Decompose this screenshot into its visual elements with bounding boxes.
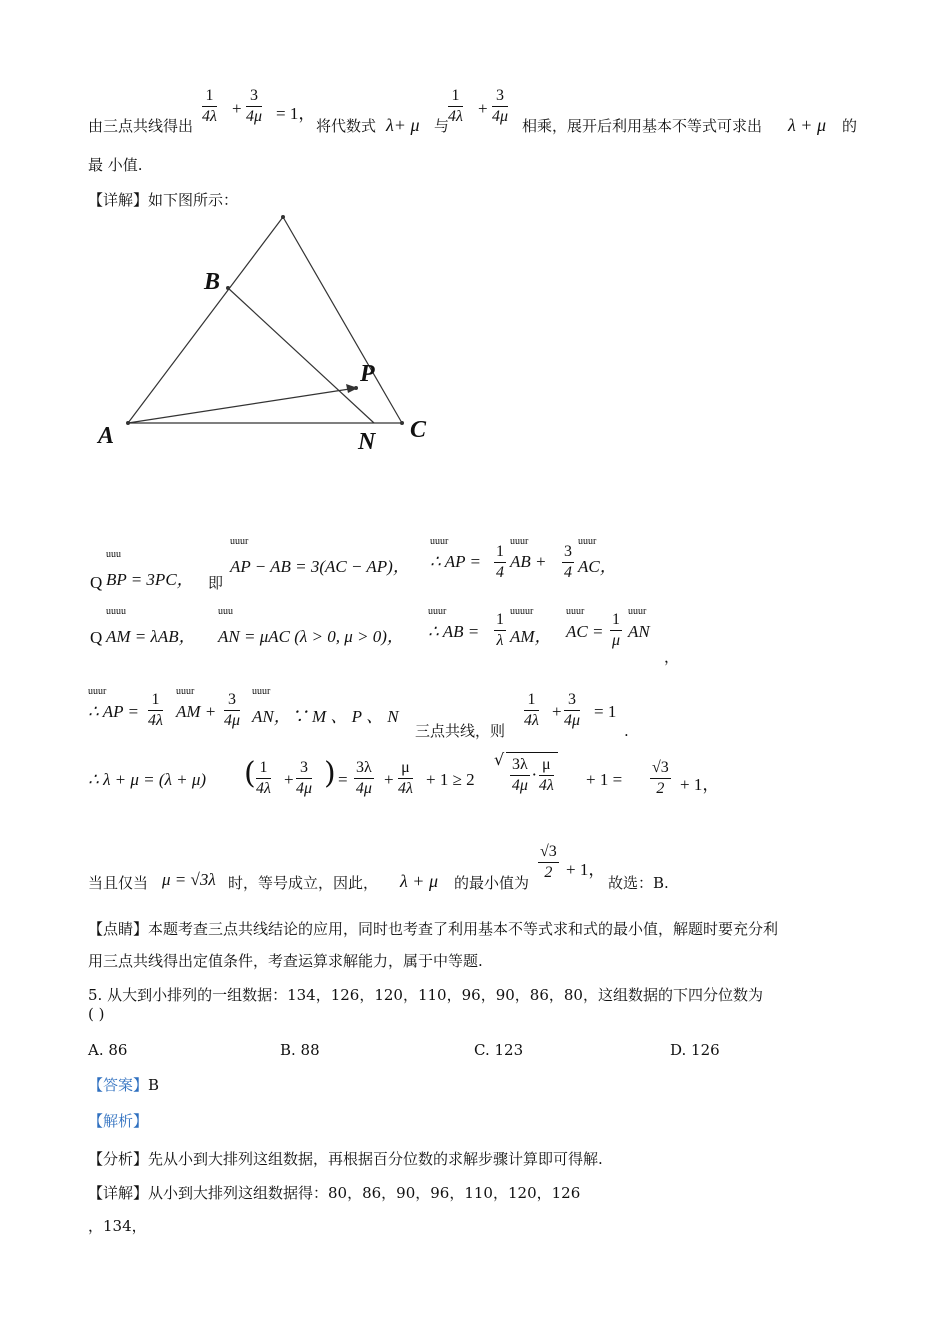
edge-top-c	[283, 217, 402, 423]
intro-line2: 最 小值.	[88, 156, 143, 174]
step1-ap: uuur ∴ AP =	[430, 552, 481, 572]
fraction-sqrt3-2-b: $\frac{√3}{2}$	[540, 843, 557, 881]
label-c: C	[410, 417, 427, 443]
q5-option-a: A. 86	[88, 1041, 128, 1059]
detail-heading: 【详解】如下图所示：	[88, 191, 239, 209]
step4-plus1: + 1 =	[586, 770, 623, 789]
intro-tail: 的	[842, 117, 858, 135]
step4-lhs: ∴ λ + μ = (λ + μ)	[88, 770, 207, 789]
step3-an: uuur AN，∵ M 、 P 、 N	[252, 702, 399, 727]
fraction-3-4mu-d: $\frac{3}{4\mu}$	[564, 691, 581, 729]
intro-mid2: 与	[434, 117, 450, 135]
paren-open: (	[244, 756, 256, 791]
fraction-1-4lambda-d: $\frac{1}{4\lambda}$	[524, 691, 539, 729]
step5-choice: 故选：B.	[608, 874, 669, 892]
q5-answer	[88, 1076, 159, 1094]
step1-eq: uuur AP − AB = 3(AC − AP)，	[230, 552, 410, 577]
fraction-1-4lambda-c: $\frac{1}{4\lambda}$	[148, 691, 163, 729]
step5-equality: μ = √3λ	[162, 870, 216, 889]
fraction-1-over-4lambda-b: $\frac{1}{4\lambda}$	[448, 87, 463, 125]
edge-a-top	[128, 217, 283, 423]
step5-mid: 时，等号成立，因此，	[228, 874, 379, 892]
point-b	[226, 286, 230, 290]
step2-ab: uuur ∴ AB =	[428, 622, 479, 642]
label-n: N	[358, 429, 376, 455]
because-symbol-1: Q	[90, 573, 103, 592]
intro-expr: λ+ μ	[386, 115, 420, 135]
fraction-3-4mu-e: $\frac{3}{4\mu}$	[296, 759, 313, 797]
fraction-3-over-4mu: $\frac{3}{4\mu}$	[246, 87, 263, 125]
step5-prefix: 当且仅当	[88, 874, 149, 892]
fraction-mu-4lambda: $\frac{\mu}{4\lambda}$	[398, 759, 413, 797]
step3-period: .	[624, 722, 629, 740]
step5-minval: 的最小值为	[454, 874, 530, 892]
answer-value: B	[148, 1076, 160, 1094]
step5-plus1: + 1，	[566, 860, 606, 879]
vector-a-p	[128, 388, 356, 423]
q5-stem: 5. 从大到小排列的一组数据：134，126，120，110，96，90，86，80，这组数据的下四分位数为	[88, 986, 763, 1004]
fraction-1-over-4lambda: $\frac{1}{4\lambda}$	[202, 87, 217, 125]
fraction-3lambda-4mu: $\frac{3\lambda}{4\mu}$	[355, 759, 372, 797]
q5-option-b: B. 88	[280, 1041, 320, 1059]
step3-am: uuur AM +	[176, 702, 216, 722]
q5-analysis: 【分析】先从小到大排列这组数据，再根据百分位数的求解步骤计算即可得解.	[88, 1150, 603, 1168]
point-p	[354, 386, 358, 390]
comment-line2: 用三点共线得出定值条件，考查运算求解能力，属于中等题.	[88, 952, 483, 970]
intro-mid3: 相乘，展开后利用基本不等式可求出	[522, 117, 763, 135]
fraction-3-4mu-c: $\frac{3}{4\mu}$	[224, 691, 241, 729]
fraction-3-over-4mu-b: $\frac{3}{4\mu}$	[492, 87, 509, 125]
step4-tail: + 1，	[680, 775, 720, 794]
step4-eq: =	[338, 770, 348, 789]
plus-sign: +	[232, 99, 242, 118]
comment-line1: 【点睛】本题考查三点共线结论的应用，同时也考查了利用基本不等式求和式的最小值，解题时要充分利	[88, 920, 779, 938]
step2-an2: uuur AN	[628, 622, 650, 642]
intro-prefix: 由三点共线得出	[88, 117, 194, 135]
q5-detail2: ，134，	[88, 1217, 147, 1235]
q5-option-c: C. 123	[474, 1041, 524, 1059]
answer-label: 【答案】	[88, 1076, 149, 1094]
step2-comma: ，	[664, 648, 680, 666]
fraction-1-lambda: $\frac{1}{\lambda}$	[496, 611, 504, 649]
fraction-1-4: $\frac{1}{4}$	[496, 543, 504, 581]
step1-ac: uuur AC，	[578, 552, 617, 577]
fraction-1-4lambda-e: $\frac{1}{4\lambda}$	[256, 759, 271, 797]
step4-ge: + 1 ≥ 2	[426, 770, 475, 789]
step5-expr: λ + μ	[400, 871, 438, 891]
q5-detail: 【详解】从小到大排列这组数据得：80，86，90，96，110，120，126	[88, 1184, 581, 1202]
step1-bp: uuu BP = 3PC，	[106, 565, 194, 590]
q5-analysis-label: 【解析】	[88, 1112, 149, 1130]
q5-option-d: D. 126	[670, 1041, 720, 1059]
step3-ap: uuur ∴ AP =	[88, 702, 139, 722]
point-c	[400, 421, 404, 425]
step2-am2: uuuur AM，	[510, 622, 552, 647]
fraction-3-4: $\frac{3}{4}$	[564, 543, 572, 581]
step2-an: uuu AN = μAC (λ > 0, μ > 0)，	[218, 622, 404, 647]
intro-expr2: λ + μ	[788, 115, 826, 135]
plus-sign-3: +	[552, 702, 562, 721]
top-vertex	[281, 215, 285, 219]
fraction-sqrt3-2: $\frac{√3}{2}$	[652, 759, 669, 797]
point-a	[126, 421, 130, 425]
plus-sign-2: +	[478, 99, 488, 118]
triangle-figure	[90, 205, 450, 460]
intro-mid1: 将代数式	[316, 117, 377, 135]
label-a: A	[98, 423, 115, 449]
step2-am: uuuu AM = λAB，	[106, 622, 196, 647]
q5-paren: ( )	[88, 1005, 105, 1023]
step1-ji: 即	[208, 574, 224, 592]
step3-collinear: 三点共线，则	[415, 722, 506, 740]
step2-ac: uuur AC =	[566, 622, 603, 642]
step4-plus: +	[384, 770, 394, 789]
fraction-1-mu: $\frac{1}{\mu}$	[611, 611, 621, 649]
eq1-suffix: = 1，	[276, 104, 316, 123]
step3-eq1: = 1	[594, 702, 617, 721]
label-p: P	[360, 361, 375, 387]
line-b-n	[228, 288, 374, 423]
because-symbol-2: Q	[90, 628, 103, 647]
label-b: B	[204, 269, 221, 295]
paren-close: )	[324, 756, 336, 791]
plus-sign-4: +	[284, 770, 294, 789]
sqrt-product: √ $\frac{3\lambda}{4\mu}$ · $\frac{\mu}{4\lambda}$	[494, 752, 558, 796]
step1-ab: uuur AB +	[510, 552, 547, 572]
